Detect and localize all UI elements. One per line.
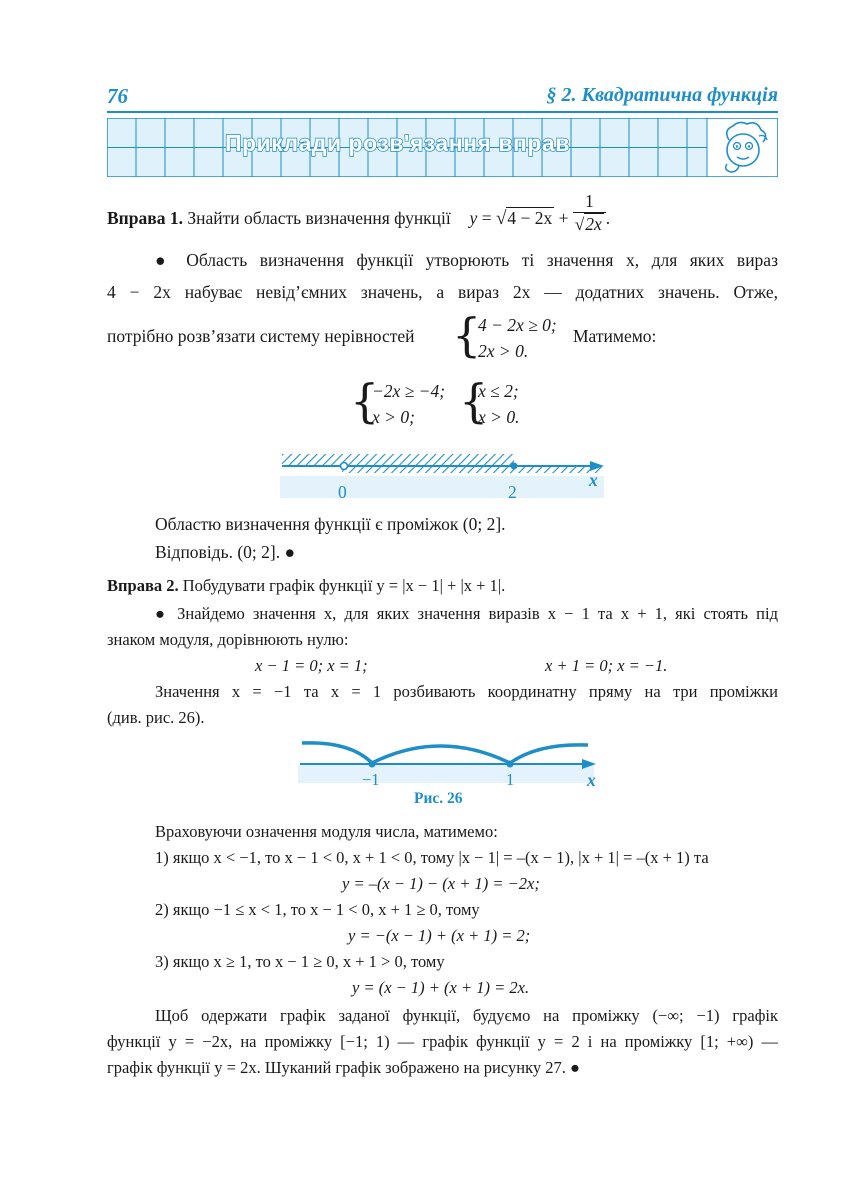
system1-brace: {	[452, 308, 482, 362]
exercise1-result: Областю визначення функції є проміжок (0; 2].	[155, 514, 506, 534]
exercise1-matymemo: Матимемо:	[573, 326, 657, 346]
exercise2-case2: 2) якщо −1 ≤ x < 1, то x − 1 < 0, x + 1 ≥ 0, тому	[155, 900, 480, 919]
exercise2-para3: Враховуючи означення модуля числа, матимемо:	[155, 822, 498, 841]
exercise2-task: Побудувати графік функції y = |x − 1| + |x + 1|.	[182, 576, 506, 595]
formula-fraction	[573, 191, 606, 235]
system3	[478, 378, 519, 430]
system3-line1: x ≤ 2;	[478, 381, 519, 401]
numline1-axis-label: x	[589, 470, 598, 490]
exercise2-para-line1: ● Знайдемо значення x, для яких значення виразів x − 1 та x + 1, які стоять під	[155, 604, 778, 623]
fig26-label-1: 1	[506, 770, 515, 789]
numline1-label-0: 0	[338, 482, 347, 502]
exercise1-answer: Відповідь. (0; 2]. ●	[155, 542, 296, 562]
exercise1-label: Вправа 1.	[107, 208, 183, 229]
exercise2-statement	[107, 576, 505, 596]
cartoon-thinking-head-icon	[713, 120, 773, 175]
system2-line2: x > 0;	[372, 407, 415, 427]
fig26-caption: Рис. 26	[414, 790, 463, 807]
sqrt-symbol: √	[495, 208, 507, 230]
system1-line2: 2x > 0.	[478, 341, 529, 361]
numline1-label-2: 2	[508, 482, 517, 502]
exercise1-task: Знайти область визначення функції	[187, 208, 451, 229]
system1	[478, 312, 557, 364]
system2-brace: {	[350, 374, 380, 428]
exercise2-final-line1: Щоб одержати графік заданої функції, будуємо на проміжку (−∞; −1) графік	[155, 1006, 778, 1025]
system1-line1: 4 − 2x ≥ 0;	[478, 315, 557, 335]
exercise2-eq-left: x − 1 = 0; x = 1;	[255, 656, 368, 675]
exercise1-para-line3: потрібно розв’язати систему нерівностей	[107, 326, 415, 346]
exercise2-para2-line2: (див. рис. 26).	[107, 708, 205, 727]
exercise2-final-line3: графік функції y = 2x. Шуканий графік зображено на рисунку 27. ●	[107, 1058, 580, 1077]
fraction-numerator: 1	[584, 191, 594, 211]
exercise2-eq-right: x + 1 = 0; x = −1.	[545, 656, 668, 675]
system3-brace: {	[459, 374, 489, 428]
exercise2-final-line2: функції y = −2x, на проміжку [−1; 1) — графік функції y = 2 і на проміжку [1; +∞) —	[107, 1032, 778, 1051]
exercise1-statement	[107, 191, 611, 235]
system3-line2: x > 0.	[478, 407, 520, 427]
exercise2-label: Вправа 2.	[107, 576, 179, 595]
formula-radicand: 4 − 2x	[507, 208, 553, 229]
exercise2-case1-eq: y = –(x − 1) − (x + 1) = −2x;	[342, 874, 540, 893]
formula-lhs: y	[469, 208, 478, 229]
fig26-label-minus1: −1	[362, 770, 380, 789]
exercise1-para-line2: 4 − 2x набуває невід’ємних значень, а вираз 2x — додатних значень. Отже,	[107, 282, 778, 302]
section-title: § 2. Квадратична функція	[546, 84, 778, 106]
exercise1-para-line1: ● Область визначення функції утворюють ті значення x, для яких вираз	[155, 250, 778, 270]
page-number: 76	[107, 84, 128, 108]
formula-end: .	[605, 208, 611, 229]
exercise2-para-line2: знаком модуля, дорівнюють нулю:	[107, 630, 349, 649]
number-line-ex1	[280, 448, 610, 504]
exercise2-case2-eq: y = −(x − 1) + (x + 1) = 2;	[348, 926, 531, 945]
banner-title: Приклади розв'язання вправ	[225, 130, 570, 156]
figure-26	[298, 735, 600, 785]
fraction-denominator: √2x	[573, 212, 606, 235]
exercise2-case3-eq: y = (x − 1) + (x + 1) = 2x.	[352, 978, 530, 997]
exercise2-case3: 3) якщо x ≥ 1, то x − 1 ≥ 0, x + 1 > 0, тому	[155, 952, 445, 971]
section-banner	[107, 118, 778, 177]
header-rule	[107, 111, 778, 113]
exercise2-para2-line1: Значення x = −1 та x = 1 розбивають координатну пряму на три проміжки	[155, 682, 778, 701]
formula-eq: =	[477, 208, 496, 229]
fig26-axis-label: x	[587, 770, 596, 790]
system2	[372, 378, 445, 430]
exercise2-case1: 1) якщо x < −1, то x − 1 < 0, x + 1 < 0, тому |x − 1| = –(x − 1), |x + 1| = –(x + 1) та	[155, 848, 709, 867]
formula-plus: +	[554, 208, 573, 229]
system2-line1: −2x ≥ −4;	[372, 381, 446, 401]
